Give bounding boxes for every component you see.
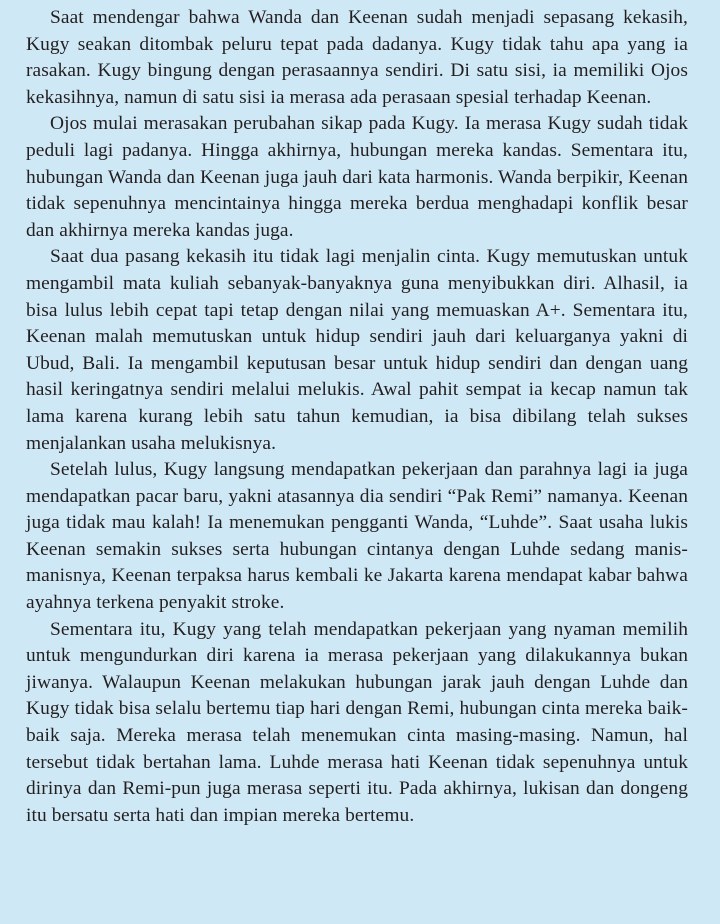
- paragraph-4: Setelah lulus, Kugy langsung mendapatkan pekerjaan dan parahnya lagi ia juga mendapatkan pacar baru, yakni atasannya dia sendiri “Pak Remi” namanya. Keenan juga tidak mau kalah! Ia menemukan pengganti Wanda, “Luhde”. Saat usaha lukis Keenan semakin sukses serta hubungan cintanya dengan Luhde sedang manis-manisnya, Keenan terpaksa harus kembali ke Jakarta karena mendapat kabar bahwa ayahnya terkena penyakit stroke.: [26, 459, 688, 614]
- paragraph-5: Sementara itu, Kugy yang telah mendapatkan pekerjaan yang nyaman memilih untuk mengundurkan diri karena ia merasa pekerjaan yang dilakukannya bukan jiwanya. Walaupun Keenan melakukan hubungan jarak jauh dengan Luhde dan Kugy tidak bisa selalu bertemu tiap hari dengan Remi, hubungan cinta mereka baik-baik saja. Mereka merasa telah menemukan cinta masing-masing. Namun, hal tersebut tidak bertahan lama. Luhde merasa hati Keenan tidak sepenuhnya untuk dirinya dan Remi-pun juga merasa seperti itu. Pada akhirnya, lukisan dan dongeng itu bersatu serta hati dan impian mereka bertemu.: [26, 618, 688, 826]
- paragraph-3: Saat dua pasang kekasih itu tidak lagi menjalin cinta. Kugy memutuskan untuk mengambil mata kuliah sebanyak-banyaknya guna menyibukkan diri. Alhasil, ia bisa lulus lebih cepat tapi tetap dengan nilai yang memuaskan A+. Sementara itu, Keenan malah memutuskan untuk hidup sendiri jauh dari keluarganya yakni di Ubud, Bali. Ia mengambil keputusan besar untuk hidup sendiri dan dengan uang hasil keringatnya sendiri melalui melukis. Awal pahit sempat ia kecap namun tak lama karena kurang lebih satu tahun kemudian, ia bisa dibilang telah sukses menjalankan usaha melukisnya.: [26, 246, 688, 454]
- paragraph-2: Ojos mulai merasakan perubahan sikap pada Kugy. Ia merasa Kugy sudah tidak peduli lagi padanya. Hingga akhirnya, hubungan mereka kandas. Sementara itu, hubungan Wanda dan Keenan juga jauh dari kata harmonis. Wanda berpikir, Keenan tidak sepenuhnya mencintainya hingga mereka berdua menghadapi konflik besar dan akhirnya mereka kandas juga.: [26, 113, 688, 241]
- paragraph-1: Saat mendengar bahwa Wanda dan Keenan sudah menjadi sepasang kekasih, Kugy seakan ditombak peluru tepat pada dadanya. Kugy tidak tahu apa yang ia rasakan. Kugy bingung dengan perasaannya sendiri. Di satu sisi, ia memiliki Ojos kekasihnya, namun di satu sisi ia merasa ada perasaan spesial terhadap Keenan.: [26, 7, 688, 108]
